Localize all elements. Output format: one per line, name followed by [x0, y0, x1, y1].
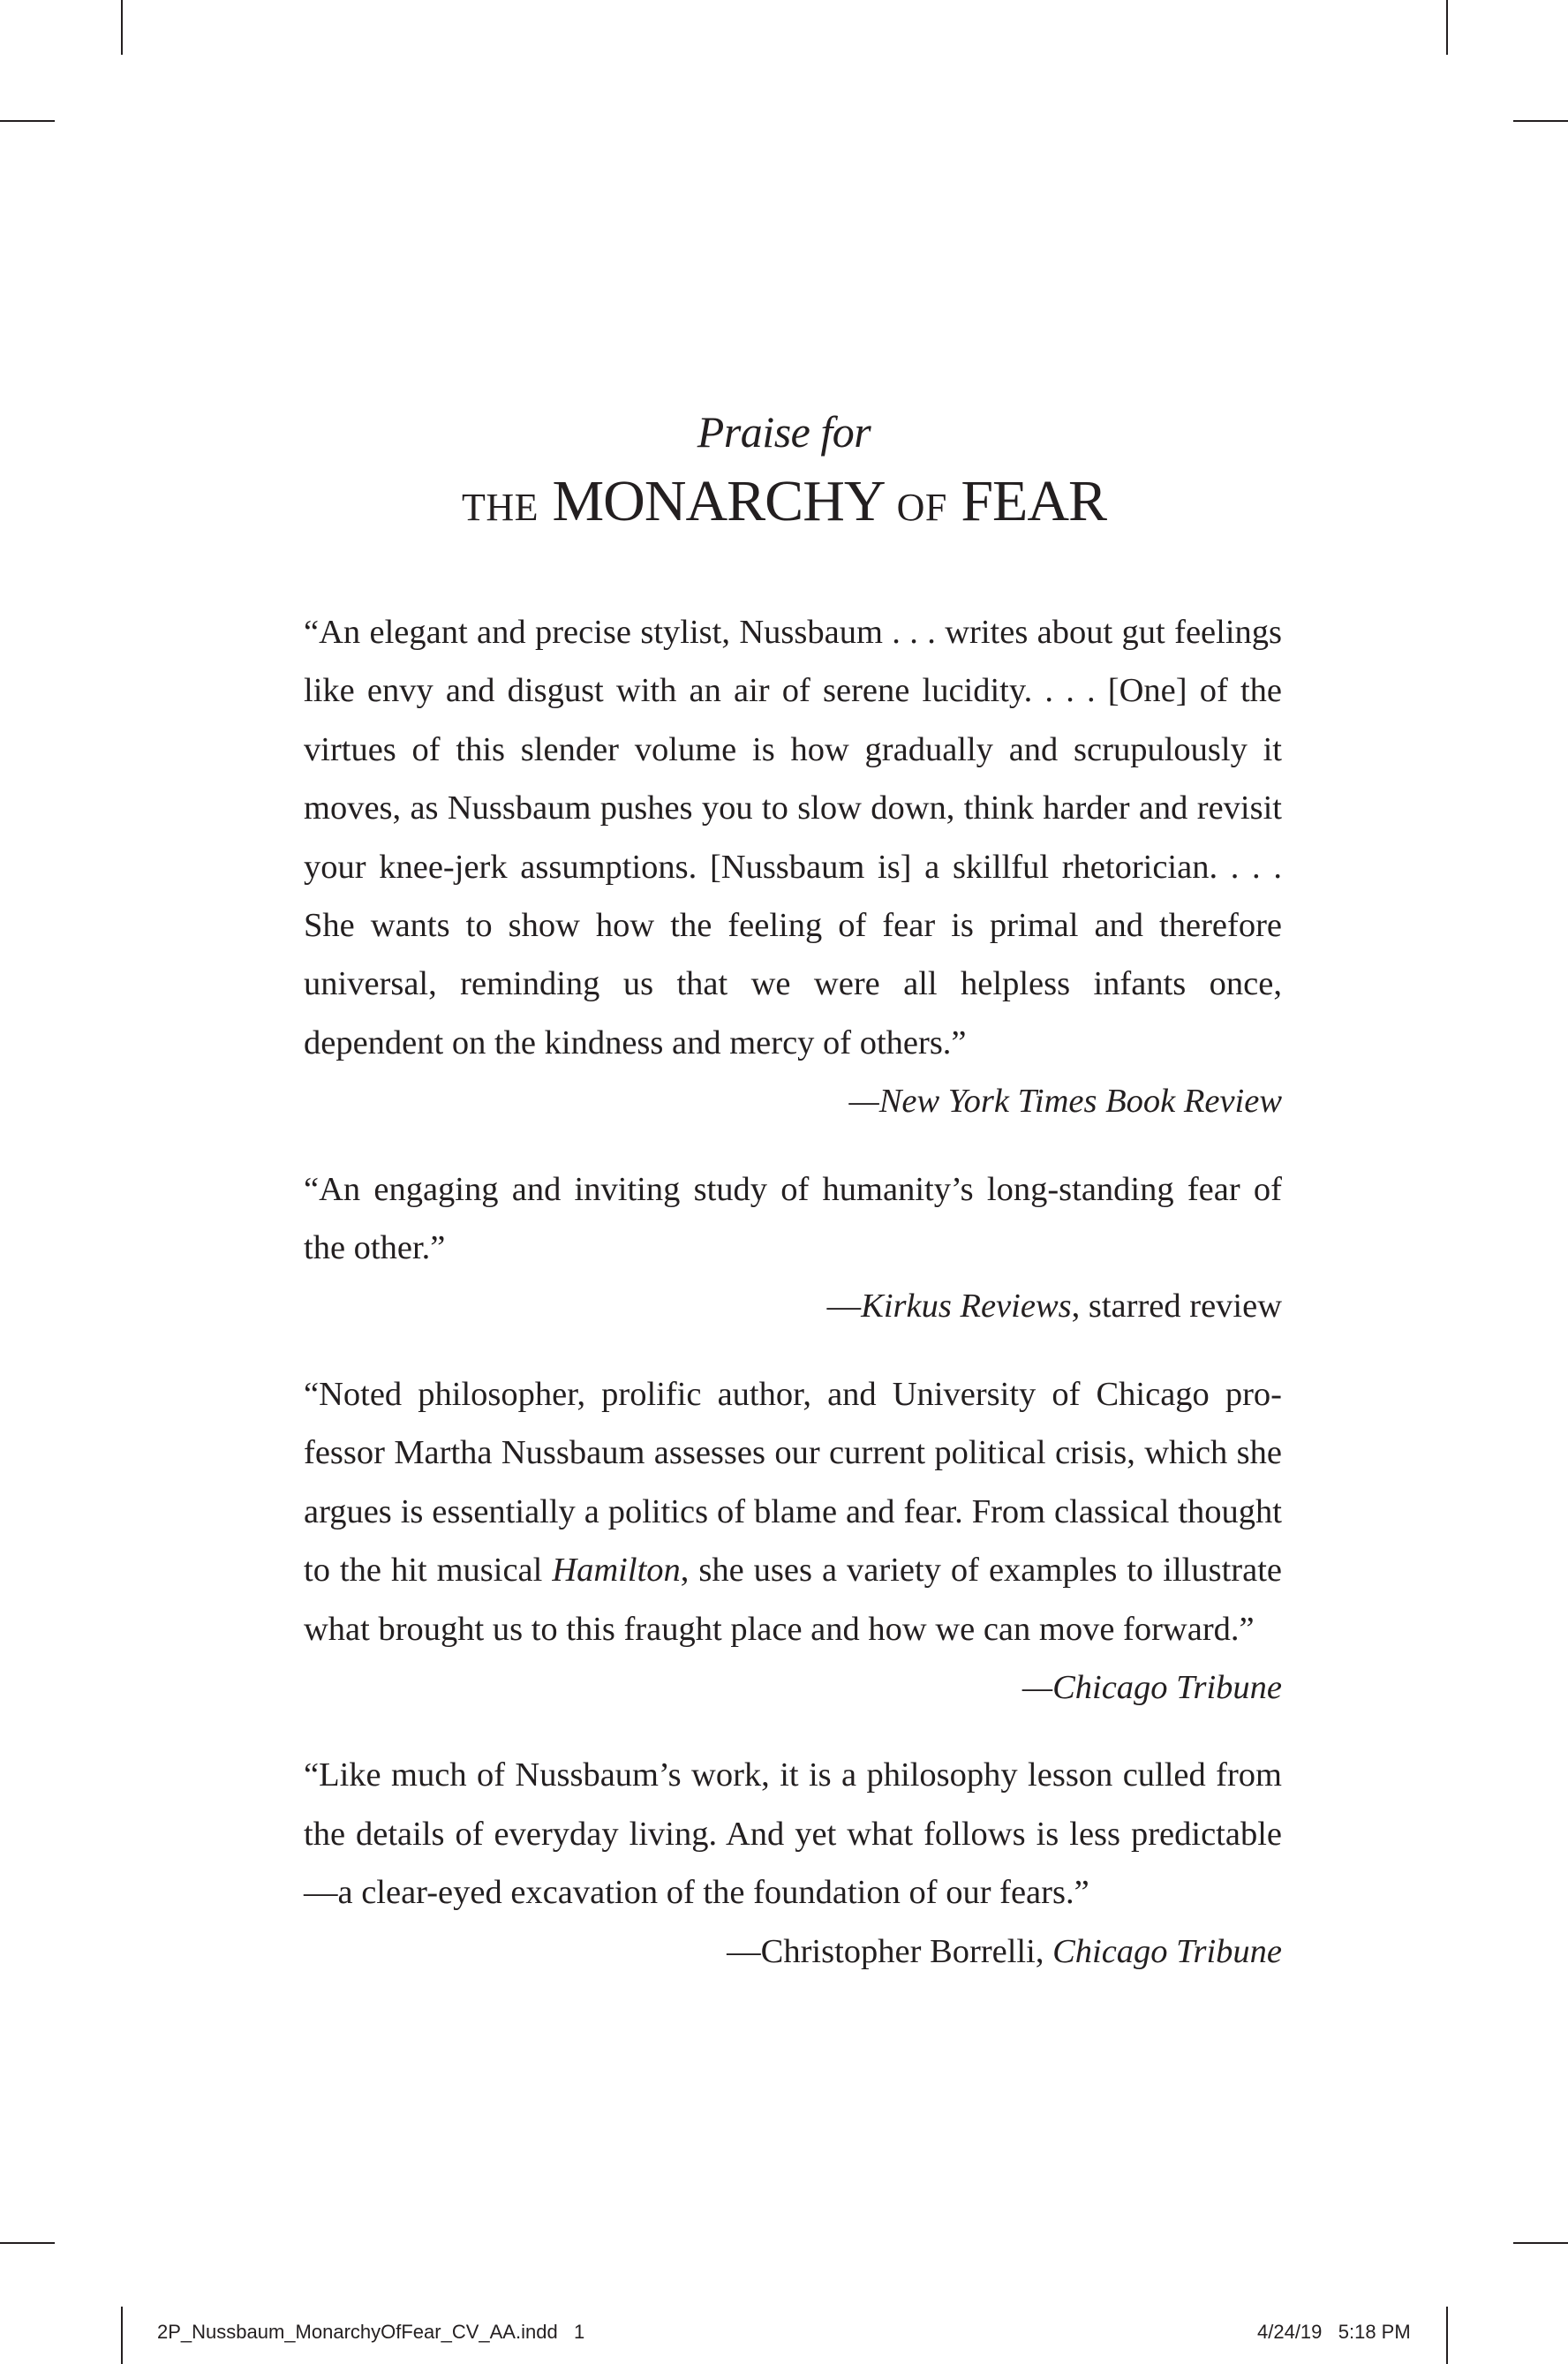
- slug-filename: 2P_Nussbaum_MonarchyOfFear_CV_AA.indd 1: [157, 2321, 585, 2343]
- review-source-borrelli: Chicago Tribune: [1052, 1932, 1282, 1970]
- crop-mark-top-right: [1446, 0, 1448, 55]
- crop-mark-left-bottom: [0, 2242, 55, 2244]
- slug-datetime: 4/24/19 5:18 PM: [1257, 2321, 1411, 2343]
- review-attribution-borrelli: —Christopher Borrelli, Chicago Tribune: [727, 1932, 1282, 1970]
- review-source-tribune: —Chicago Tribune: [1021, 1668, 1282, 1706]
- review-quote-borrelli: “Like much of Nussbaum’s work, it is a philosophy lesson culled from the details of everyday living. And yet what follows is less predictable—a clear-eyed excavation of the foundation of our fears.”: [304, 1756, 1282, 1912]
- book-title: [0, 468, 1568, 535]
- crop-mark-right-bottom: [1513, 2242, 1568, 2244]
- review-source-kirkus: Kirkus Reviews: [861, 1288, 1072, 1326]
- crop-mark-bottom-left: [121, 2307, 123, 2364]
- book-title-monarchy: MONARCHY: [552, 469, 884, 533]
- book-title-the: THE: [461, 486, 539, 529]
- review-quote-tribune: “Noted philosopher, prolific author, and University of Chicago professor Martha Nussbaum assesses our current political crisis, which she argues is essentially a politics of blame and fear. From classical thought to the hit musical Hamilton, she uses a variety of examples to illustrate what brought us to this fraught place and how we can move forward.”: [304, 1375, 1282, 1648]
- reviews-section: [304, 603, 1282, 1981]
- review-quote-nyt: “An elegant and precise stylist, Nussbaum . . . writes about gut feelings like envy and disgust with an air of serene lucidity. . . . [One] of the virtues of this slender volume is how gradually and scrupulously it moves, as Nussbaum pushes you to slow down, think harder and revisit your knee-jerk assumptions. [Nussbaum is] a skillful rhetorician. . . . She wants to show how the feeling of fear is primal and therefore universal, reminding us that we were all helpless infants once, dependent on the kindness and mercy of others.”: [304, 614, 1282, 1061]
- review-quote-kirkus: “An engaging and inviting study of humanity’s long-standing fear of the other.”: [304, 1170, 1282, 1267]
- book-title-of: OF: [896, 486, 947, 529]
- praise-heading: Praise for: [697, 407, 871, 457]
- crop-mark-left-top: [0, 120, 55, 122]
- review-attribution-nyt: [304, 1072, 1282, 1130]
- review-source-nyt: —New York Times Book Review: [848, 1083, 1282, 1121]
- crop-mark-bottom-right: [1446, 2307, 1448, 2364]
- crop-mark-right-top: [1513, 120, 1568, 122]
- crop-mark-top-left: [121, 0, 123, 55]
- hamilton-title: Hamilton: [552, 1552, 681, 1590]
- review-attribution-tribune: [304, 1658, 1282, 1717]
- review-attribution-kirkus: —Kirkus Reviews, starred review: [826, 1288, 1282, 1326]
- book-title-fear: FEAR: [961, 469, 1107, 533]
